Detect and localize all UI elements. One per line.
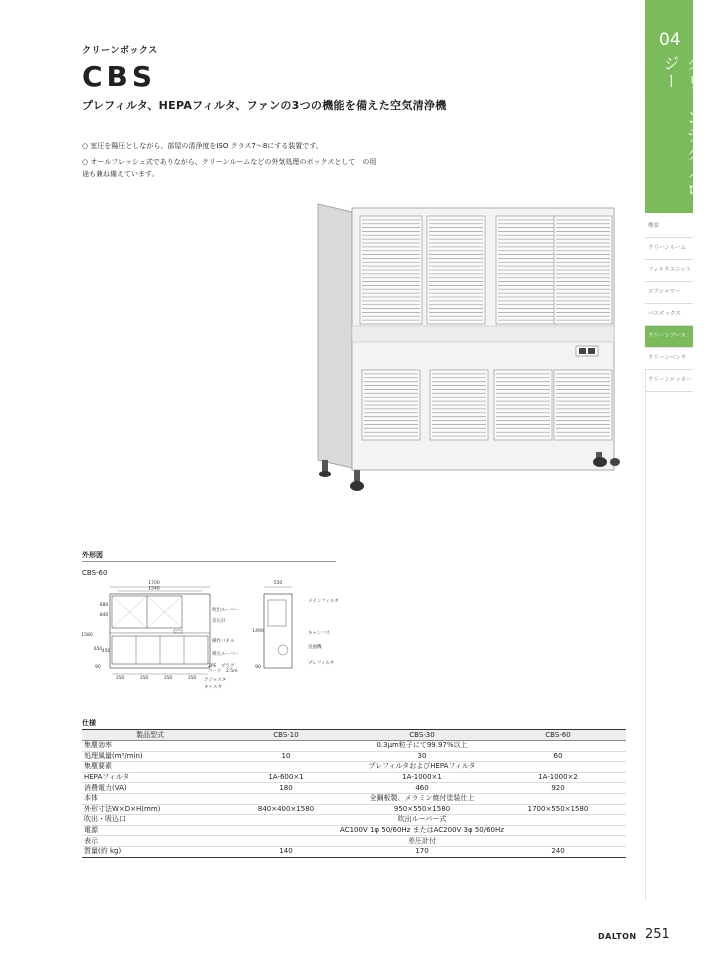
dim-h-total: 1580 bbox=[81, 633, 93, 638]
dim-bottom-3: 350 bbox=[163, 676, 173, 681]
spec-cell: 1A-1000×2 bbox=[490, 772, 626, 783]
spec-cell: 920 bbox=[490, 783, 626, 794]
label-cord: コード 2.5m bbox=[208, 669, 238, 674]
label-panel: 操作パネル bbox=[212, 639, 235, 644]
spec-cell: 10 bbox=[218, 751, 354, 762]
page-number: 251 bbox=[645, 927, 670, 942]
drawing-model: CBS-60 bbox=[82, 569, 108, 577]
spec-row-label: 電源 bbox=[82, 825, 218, 836]
dim-h5: 90 bbox=[95, 665, 101, 670]
spec-col-model: 製品型式 bbox=[82, 730, 218, 741]
dim-width-total: 1700 bbox=[148, 581, 160, 586]
sidebar-divider bbox=[645, 370, 694, 900]
spec-cell: 950×550×1580 bbox=[354, 804, 490, 815]
spec-cell-shared: 差圧計付 bbox=[218, 836, 626, 847]
spec-row-label: 集塵効率 bbox=[82, 741, 218, 752]
sidebar-nav bbox=[645, 216, 693, 392]
spec-row-label: HEPAフィルタ bbox=[82, 772, 218, 783]
spec-row-label: 外形寸法W×D×H(mm) bbox=[82, 804, 218, 815]
drawing-rule bbox=[82, 561, 336, 562]
spec-row bbox=[82, 751, 626, 762]
spec-row-label: 本体 bbox=[82, 793, 218, 804]
spec-cell-shared: 全鋼板製、メラミン焼付塗装仕上 bbox=[218, 793, 626, 804]
spec-cell: 140 bbox=[218, 846, 354, 857]
spec-row-label: 吹出・吸込口 bbox=[82, 815, 218, 826]
dim-h6: 1490 bbox=[252, 629, 264, 634]
chapter-number: 04 bbox=[659, 30, 681, 50]
spec-row bbox=[82, 741, 626, 752]
spec-cell: 1A-600×1 bbox=[218, 772, 354, 783]
spec-cell-shared: AC100V 1φ 50/60Hz またはAC200V 3φ 50/60Hz bbox=[218, 825, 626, 836]
dim-width-inner: 1540 bbox=[148, 586, 160, 592]
spec-cell: 180 bbox=[218, 783, 354, 794]
dim-h2: 680 bbox=[99, 603, 109, 608]
sidebar-item-0[interactable]: 概要 bbox=[645, 216, 693, 238]
spec-row-label: 集塵要素 bbox=[82, 762, 218, 773]
spec-row bbox=[82, 772, 626, 783]
sidebar-item-2[interactable]: フィルタユニット bbox=[645, 260, 693, 282]
product-image bbox=[300, 190, 630, 500]
spec-col-cbs30: CBS-30 bbox=[354, 730, 490, 741]
sidebar-item-5[interactable]: クリーンブース bbox=[645, 326, 693, 348]
bullet-1: ○ 室圧を陽圧としながら、部屋の清浄度をISO クラス7～8にする装置です。 bbox=[82, 142, 323, 150]
dim-h7: 90 bbox=[255, 665, 261, 670]
chapter-label: クリーンテクノロジー bbox=[661, 55, 703, 199]
page-title: CBS bbox=[82, 60, 157, 93]
sidebar-item-3[interactable]: エアシャワー bbox=[645, 282, 693, 304]
spec-row-label: 質量(約 kg) bbox=[82, 846, 218, 857]
chapter-tab[interactable] bbox=[645, 0, 703, 213]
dim-h3: 650 bbox=[93, 647, 103, 652]
dim-bottom-1: 350 bbox=[115, 676, 125, 681]
drawing-heading: 外形図 bbox=[82, 551, 103, 559]
label-inlet-louver: 吸込ルーバー bbox=[212, 652, 239, 657]
spec-cell: 240 bbox=[490, 846, 626, 857]
label-main-filter: メインフィルタ bbox=[308, 599, 339, 604]
spec-cell-shared: 吹出ルーバー式 bbox=[218, 815, 626, 826]
sidebar-item-7[interactable]: クリーンロッカー bbox=[645, 370, 693, 392]
spec-row-label: 表示 bbox=[82, 836, 218, 847]
label-outlet-louver: 吹出ルーバー bbox=[212, 608, 239, 613]
spec-heading: 仕様 bbox=[82, 719, 96, 727]
spec-cell: 1A-1000×1 bbox=[354, 772, 490, 783]
dim-bottom-4: 350 bbox=[187, 676, 197, 681]
bullet-2: ○ オールフレッシュ式でありながら、クリーンルームなどの外気処理のボックスとして の用途も兼ね備えています。 bbox=[82, 158, 377, 178]
brand-logo: DALTON bbox=[598, 932, 637, 941]
dim-bottom-2: 350 bbox=[139, 676, 149, 681]
spec-cell: 840×400×1580 bbox=[218, 804, 354, 815]
spec-cell-shared: プレフィルタおよびHEPAフィルタ bbox=[218, 762, 626, 773]
spec-row-label: 処理風量(m³/min) bbox=[82, 751, 218, 762]
spec-cell: 460 bbox=[354, 783, 490, 794]
label-prefilter: プレフィルタ bbox=[308, 661, 335, 666]
spec-cell: 60 bbox=[490, 751, 626, 762]
spec-cell-shared: 0.3μm粒子にて99.97%以上 bbox=[218, 741, 626, 752]
sidebar-item-6[interactable]: クリーンベンチ bbox=[645, 348, 693, 370]
sidebar-item-4[interactable]: パスボックス bbox=[645, 304, 693, 326]
spec-cell: 1700×550×1580 bbox=[490, 804, 626, 815]
spec-row bbox=[82, 836, 626, 847]
spec-table bbox=[82, 729, 626, 858]
sidebar-item-1[interactable]: クリーンルーム bbox=[645, 238, 693, 260]
label-diff-gauge: 差圧計 bbox=[212, 619, 226, 624]
label-caster: キャスタ bbox=[204, 685, 222, 690]
dim-h1: 840 bbox=[99, 613, 109, 618]
spec-row-label: 消費電力(VA) bbox=[82, 783, 218, 794]
spec-row bbox=[82, 762, 626, 773]
spec-cell: 170 bbox=[354, 846, 490, 857]
spec-row bbox=[82, 815, 626, 826]
label-plug: 2PE プラグ bbox=[208, 664, 235, 669]
spec-row bbox=[82, 825, 626, 836]
dim-depth: 550 bbox=[273, 581, 283, 586]
spec-col-cbs60: CBS-60 bbox=[490, 730, 626, 741]
dim-h4: 450 bbox=[101, 649, 111, 654]
spec-row bbox=[82, 783, 626, 794]
spec-row bbox=[82, 846, 626, 857]
spec-row bbox=[82, 804, 626, 815]
label-canvas: キャンバス bbox=[308, 631, 331, 636]
tagline: プレフィルタ、HEPAフィルタ、ファンの3つの機能を備えた空気清浄機 bbox=[82, 99, 447, 112]
product-category: クリーンボックス bbox=[82, 46, 158, 56]
spec-row bbox=[82, 793, 626, 804]
spec-col-cbs10: CBS-10 bbox=[218, 730, 354, 741]
spec-cell: 30 bbox=[354, 751, 490, 762]
label-adjuster: アジャスタ bbox=[204, 678, 227, 683]
outline-drawing bbox=[82, 578, 372, 693]
label-blower: 送風機 bbox=[308, 645, 322, 650]
